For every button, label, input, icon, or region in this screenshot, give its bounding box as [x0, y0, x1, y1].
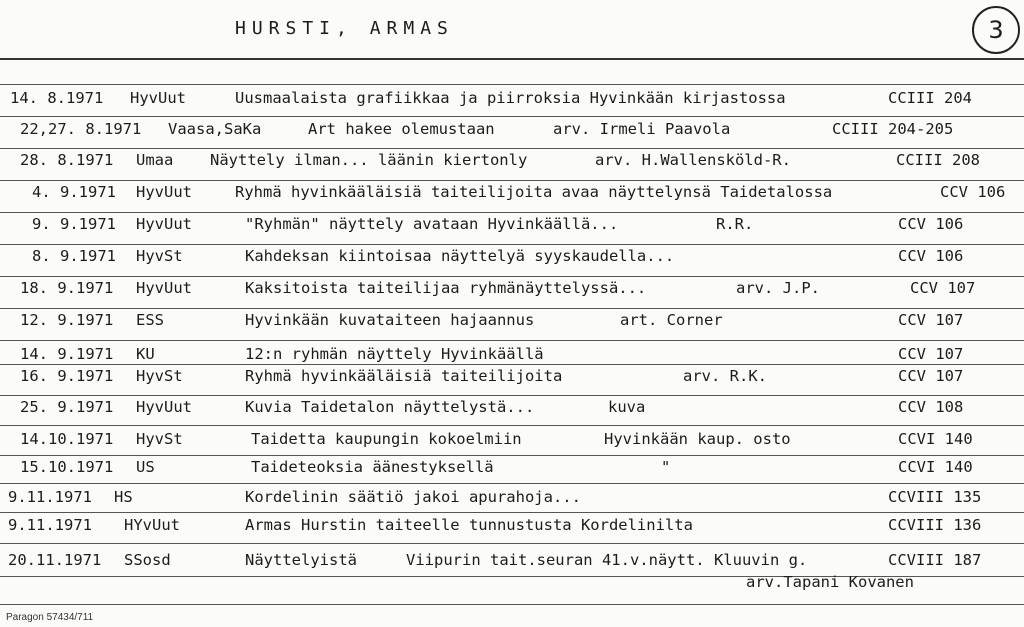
rule-line	[0, 84, 1024, 85]
rule-line	[0, 340, 1024, 341]
entry-reference: CCV 107	[898, 345, 964, 363]
entry-date: 12. 9.1971	[20, 311, 114, 329]
entry-source: SSosd	[124, 551, 171, 569]
entry-note: arv. J.P.	[736, 279, 820, 297]
rule-line	[0, 244, 1024, 245]
entry-continuation: arv.Tapani Kovanen	[746, 573, 914, 591]
entry-title: Näyttelyistä	[245, 551, 357, 569]
entry-row	[0, 278, 1024, 302]
entry-row	[0, 214, 1024, 238]
rule-line	[0, 395, 1024, 396]
entry-date: 20.11.1971	[8, 551, 102, 569]
entry-date: 16. 9.1971	[20, 367, 114, 385]
rule-line	[0, 180, 1024, 181]
entry-title: 12:n ryhmän näyttely Hyvinkäällä	[245, 345, 544, 363]
entry-reference: CCIII 204-205	[832, 120, 954, 138]
entry-note: arv. R.K.	[683, 367, 767, 385]
entry-title: Kuvia Taidetalon näyttelystä...	[245, 398, 535, 416]
entry-note: arv. H.Wallensköld-R.	[595, 151, 791, 169]
entry-reference: CCVI 140	[898, 458, 973, 476]
entry-date: 4. 9.1971	[32, 183, 116, 201]
entry-source: HYvUut	[124, 516, 180, 534]
entry-source: HyvUut	[136, 398, 192, 416]
entry-reference: CCV 107	[898, 367, 964, 385]
entry-date: 25. 9.1971	[20, 398, 114, 416]
entry-reference: CCV 106	[898, 215, 964, 233]
entry-reference: CCV 107	[910, 279, 976, 297]
rule-line	[0, 483, 1024, 484]
entry-title: Taideteoksia äänestyksellä	[251, 458, 494, 476]
card-title: HURSTI, ARMAS	[235, 18, 454, 39]
entry-source: ESS	[136, 311, 164, 329]
entry-title: "Ryhmän" näyttely avataan Hyvinkäällä...	[245, 215, 619, 233]
entry-date: 9. 9.1971	[32, 215, 116, 233]
entry-row	[0, 429, 1024, 453]
entry-note: kuva	[608, 398, 646, 416]
entry-row	[0, 487, 1024, 511]
entry-row	[0, 246, 1024, 270]
entry-row	[0, 150, 1024, 174]
entry-row	[0, 397, 1024, 421]
entry-date: 22,27. 8.1971	[20, 120, 142, 138]
entry-reference: CCV 106	[940, 183, 1006, 201]
rule-line	[0, 212, 1024, 213]
entry-source: HyvSt	[136, 247, 183, 265]
printer-imprint: Paragon 57434/711	[6, 612, 94, 623]
entry-source: HyvUut	[136, 215, 192, 233]
entry-row	[0, 457, 1024, 481]
rule-line	[0, 604, 1024, 605]
entry-date: 15.10.1971	[20, 458, 114, 476]
rule-line	[0, 58, 1024, 60]
entry-row	[0, 119, 1024, 143]
entry-reference: CCVI 140	[898, 430, 973, 448]
entry-row	[0, 366, 1024, 390]
entry-date: 28. 8.1971	[20, 151, 114, 169]
page-number: 3	[988, 16, 1004, 44]
entry-reference: CCV 108	[898, 398, 964, 416]
entry-row	[0, 550, 1024, 591]
rule-line	[0, 116, 1024, 117]
rule-line	[0, 512, 1024, 513]
entry-date: 14.10.1971	[20, 430, 114, 448]
rule-line	[0, 425, 1024, 426]
entry-row	[0, 182, 1024, 206]
entry-reference: CCIII 204	[888, 89, 972, 107]
entry-title: Taidetta kaupungin kokoelmiin	[251, 430, 522, 448]
entry-title: Art hakee olemustaan	[308, 120, 495, 138]
entry-reference: CCVIII 135	[888, 488, 982, 506]
entry-title: Näyttely ilman... läänin kiertonly	[210, 151, 528, 169]
entry-source: HS	[114, 488, 133, 506]
entry-reference: CCV 106	[898, 247, 964, 265]
entry-source: HyvUut	[136, 183, 192, 201]
entry-source: HyvUut	[136, 279, 192, 297]
entry-title: Hyvinkään kuvataiteen hajaannus	[245, 311, 535, 329]
entry-reference: CCV 107	[898, 311, 964, 329]
entry-note: arv. Irmeli Paavola	[553, 120, 731, 138]
entry-note: "	[661, 458, 671, 476]
entry-date: 14. 8.1971	[10, 89, 104, 107]
entry-source: US	[136, 458, 155, 476]
rule-line	[0, 308, 1024, 309]
entry-source: KU	[136, 345, 155, 363]
entry-reference: CCVIII 136	[888, 516, 982, 534]
entry-source: Umaa	[136, 151, 174, 169]
rule-line	[0, 148, 1024, 149]
entry-reference: CCVIII 187	[888, 551, 982, 569]
entry-title: Kordelinin säätiö jakoi apurahoja...	[245, 488, 581, 506]
entry-title: Kahdeksan kiintoisaa näyttelyä syyskaudella...	[245, 247, 675, 265]
entry-note: Viipurin tait.seuran 41.v.näytt. Kluuvin g.	[406, 551, 808, 569]
entry-row	[0, 88, 1024, 112]
entry-date: 9.11.1971	[8, 516, 92, 534]
entry-date: 14. 9.1971	[20, 345, 114, 363]
entry-title: Ryhmä hyvinkääläisiä taiteilijoita	[245, 367, 563, 385]
rule-line	[0, 276, 1024, 277]
entry-row	[0, 310, 1024, 334]
rule-line	[0, 455, 1024, 456]
entry-row	[0, 515, 1024, 539]
entry-title: Uusmaalaista grafiikkaa ja piirroksia Hyvinkään kirjastossa	[235, 89, 786, 107]
entry-title: Ryhmä hyvinkääläisiä taiteilijoita avaa näyttelynsä Taidetalossa	[235, 183, 833, 201]
entry-note: R.R.	[716, 215, 754, 233]
entry-source: HyvUut	[130, 89, 186, 107]
entry-title: Armas Hurstin taiteelle tunnustusta Kordelinilta	[245, 516, 693, 534]
entry-source: HyvSt	[136, 430, 183, 448]
entry-source: Vaasa,SaKa	[168, 120, 262, 138]
rule-line	[0, 543, 1024, 544]
entry-reference: CCIII 208	[896, 151, 980, 169]
entry-note: art. Corner	[620, 311, 723, 329]
entry-source: HyvSt	[136, 367, 183, 385]
entry-date: 8. 9.1971	[32, 247, 116, 265]
entry-note: Hyvinkään kaup. osto	[604, 430, 791, 448]
entry-row	[0, 344, 1024, 368]
entry-title: Kaksitoista taiteilijaa ryhmänäyttelyssä...	[245, 279, 647, 297]
entry-date: 18. 9.1971	[20, 279, 114, 297]
page-number-badge	[972, 6, 1020, 54]
entry-date: 9.11.1971	[8, 488, 92, 506]
